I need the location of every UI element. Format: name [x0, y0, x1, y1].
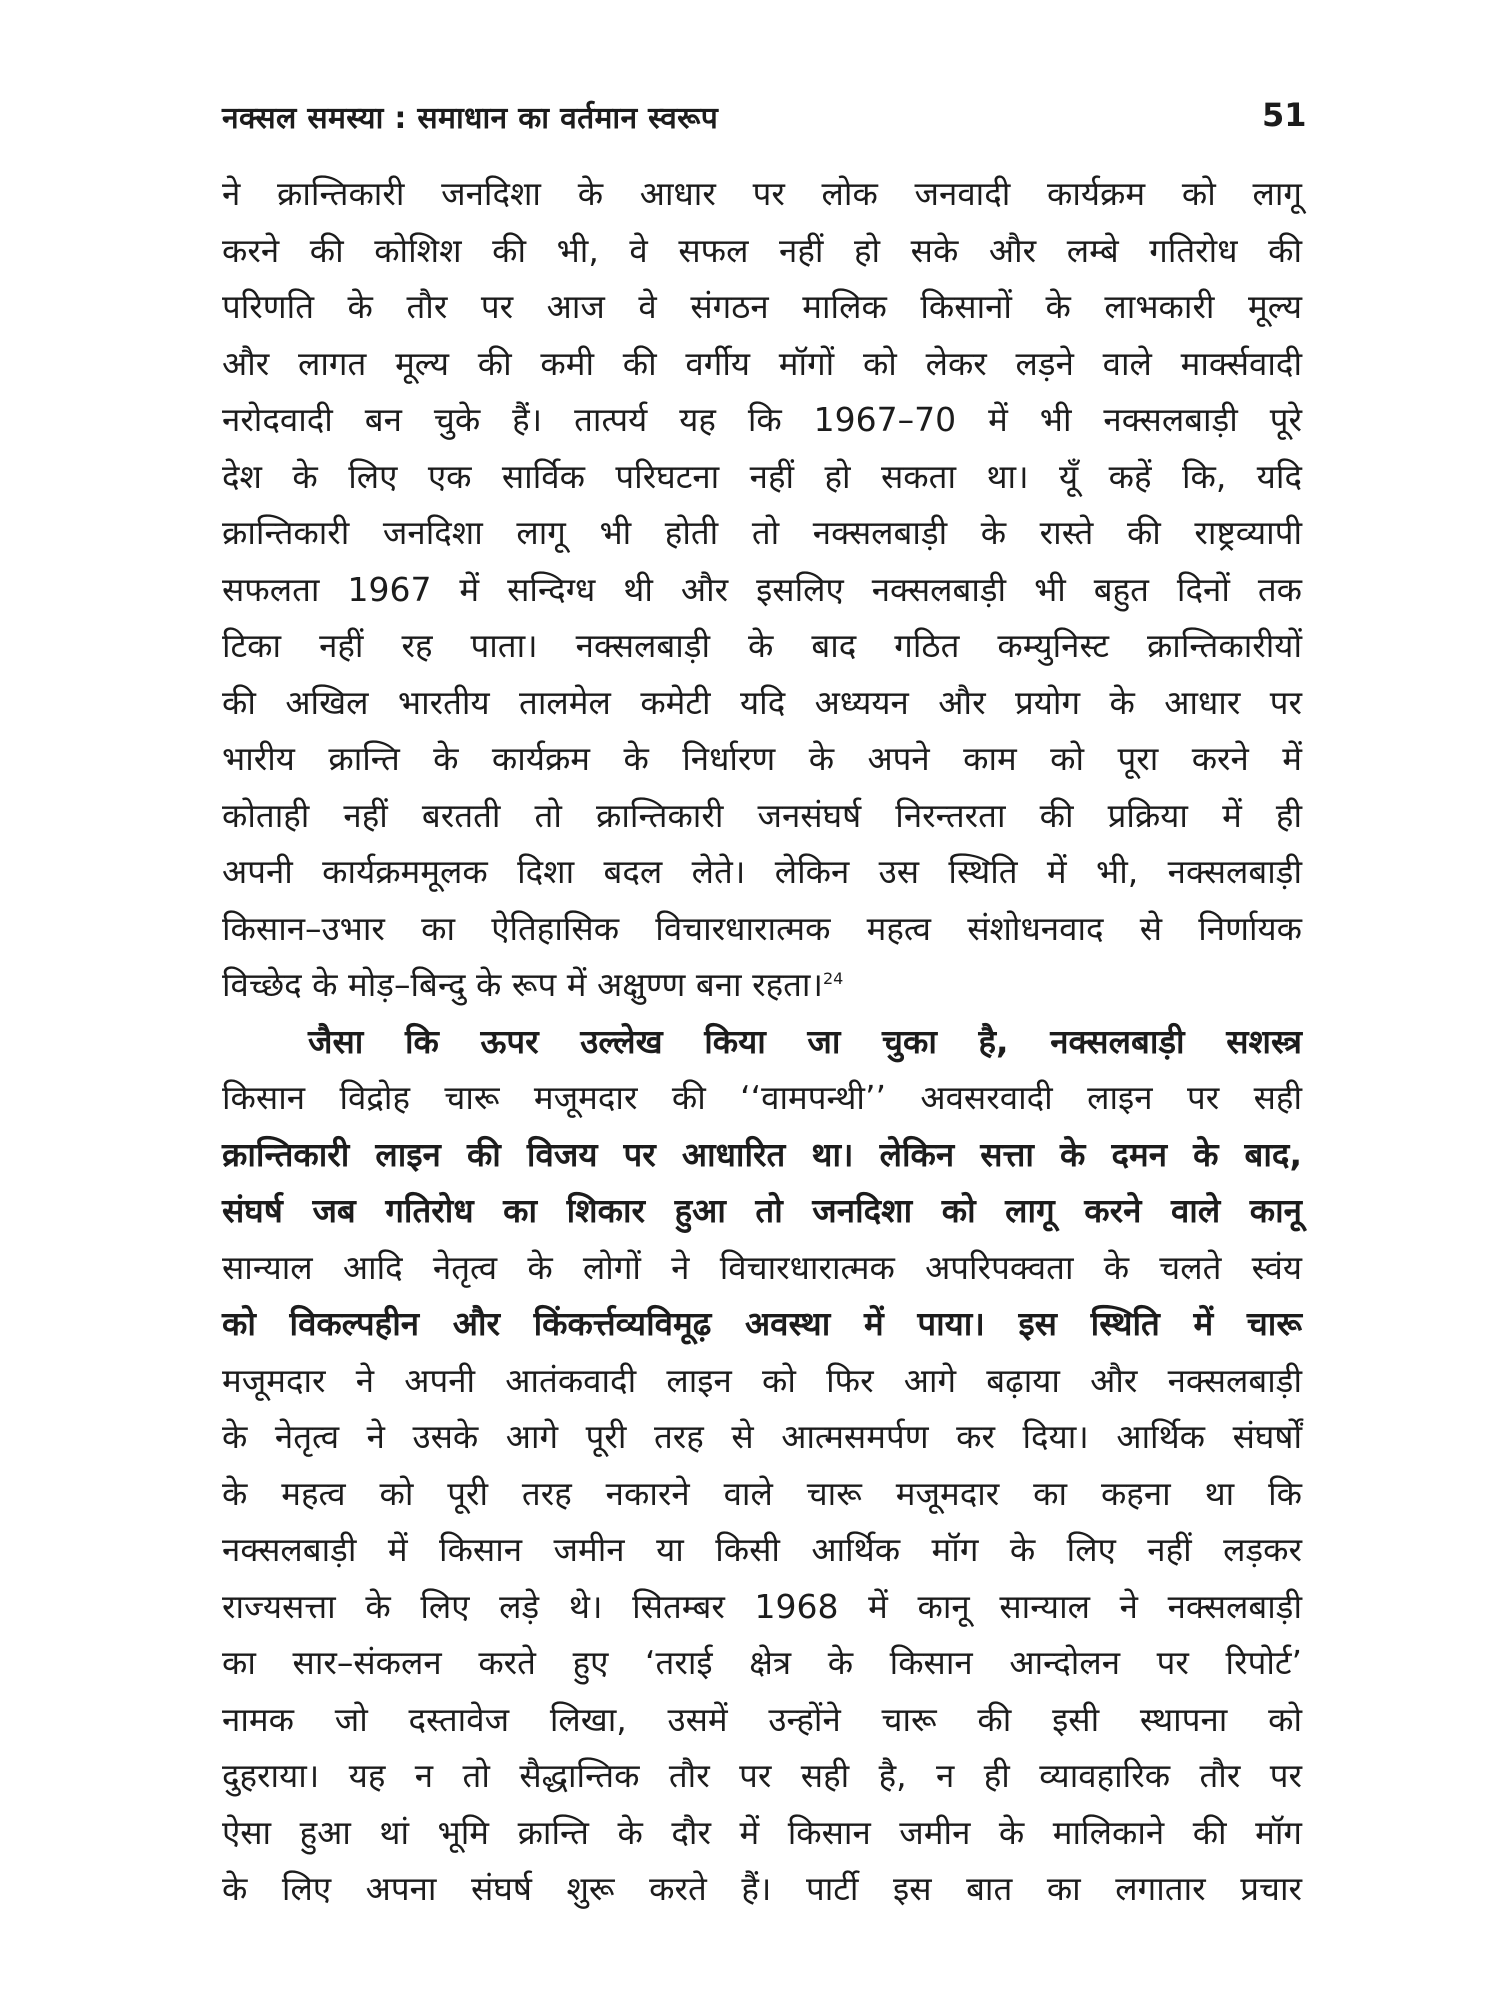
- page-number: 51: [1262, 96, 1307, 134]
- paragraph: [222, 166, 1302, 1014]
- text-line: क्रान्तिकारी जनदिशा लागू भी होती तो नक्सलबाड़ी के रास्ते की राष्ट्रव्यापी: [222, 513, 1302, 552]
- running-title: नक्सल समस्या : समाधान का वर्तमान स्वरूप: [222, 101, 719, 136]
- text-line: मजूमदार ने अपनी आतंकवादी लाइन को फिर आगे बढ़ाया और नक्सलबाड़ी: [222, 1360, 1302, 1400]
- text-line: किसान विद्रोह चारू मजूमदार की ‘‘वामपन्थी’’ अवसरवादी लाइन पर सही: [222, 1078, 1302, 1117]
- text-line: नरोदवादी बन चुके हैं। तात्पर्य यह कि 1967–70 में भी नक्सलबाड़ी पूरे: [222, 400, 1302, 439]
- paragraph: [222, 1014, 1302, 1918]
- text-line: अपनी कार्यक्रममूलक दिशा बदल लेते। लेकिन उस स्थिति में भी, नक्सलबाड़ी: [222, 852, 1302, 891]
- text-line: की अखिल भारतीय तालमेल कमेटी यदि अध्ययन और प्रयोग के आधार पर: [222, 682, 1302, 722]
- text-line: सफलता 1967 में सन्दिग्ध थी और इसलिए नक्सलबाड़ी भी बहुत दिनों तक: [222, 569, 1302, 609]
- text-line: सान्याल आदि नेतृत्व के लोगों ने विचारधारात्मक अपरिपक्वता के चलते स्वंय: [222, 1247, 1302, 1287]
- text-line: जैसा कि ऊपर उल्लेख किया जा चुका है, नक्सलबाड़ी सशस्त्र: [308, 1021, 1302, 1061]
- text-line: किसान–उभार का ऐतिहासिक विचारधारात्मक महत्व संशोधनवाद से निर्णायक: [222, 908, 1302, 948]
- text-line: [222, 957, 1302, 1014]
- text-line: का सार–संकलन करते हुए ‘तराई क्षेत्र के किसान आन्दोलन पर रिपोर्ट’: [222, 1643, 1302, 1682]
- text-line-content: विच्छेद के मोड़–बिन्दु के रूप में अक्षुण्ण बना रहता।: [222, 965, 823, 1004]
- text-line: संघर्ष जब गतिरोध का शिकार हुआ तो जनदिशा को लागू करने वाले कानू: [222, 1191, 1302, 1230]
- body-text: [222, 166, 1302, 1918]
- text-line: राज्यसत्ता के लिए लड़े थे। सितम्बर 1968 में कानू सान्याल ने नक्सलबाड़ी: [222, 1586, 1302, 1626]
- text-line: कोताही नहीं बरतती तो क्रान्तिकारी जनसंघर्ष निरन्तरता की प्रक्रिया में ही: [222, 795, 1302, 835]
- text-line: ऐसा हुआ थां भूमि क्रान्ति के दौर में किसान जमीन के मालिकाने की मॉग: [222, 1812, 1302, 1852]
- text-line: के महत्व को पूरी तरह नकारने वाले चारू मजूमदार का कहना था कि: [222, 1473, 1302, 1513]
- text-line: नक्सलबाड़ी में किसान जमीन या किसी आर्थिक मॉग के लिए नहीं लड़कर: [222, 1530, 1302, 1569]
- text-line: देश के लिए एक सार्विक परिघटना नहीं हो सकता था। यूँ कहें कि, यदि: [222, 456, 1302, 496]
- text-line: करने की कोशिश की भी, वे सफल नहीं हो सके और लम्बे गतिरोध की: [222, 230, 1302, 270]
- text-line: ने क्रान्तिकारी जनदिशा के आधार पर लोक जनवादी कार्यक्रम को लागू: [222, 174, 1302, 213]
- footnote-reference: 24: [822, 969, 844, 988]
- text-line: के नेतृत्व ने उसके आगे पूरी तरह से आत्मसमर्पण कर दिया। आर्थिक संघर्षों: [222, 1417, 1302, 1456]
- text-line: परिणति के तौर पर आज वे संगठन मालिक किसानों के लाभकारी मूल्य: [222, 287, 1302, 326]
- text-line: दुहराया। यह न तो सैद्धान्तिक तौर पर सही है, न ही व्यावहारिक तौर पर: [222, 1756, 1302, 1795]
- text-line: नामक जो दस्तावेज लिखा, उसमें उन्होंने चारू की इसी स्थापना को: [222, 1699, 1302, 1739]
- text-line: भारीय क्रान्ति के कार्यक्रम के निर्धारण के अपने काम को पूरा करने में: [222, 739, 1302, 778]
- text-line: क्रान्तिकारी लाइन की विजय पर आधारित था। लेकिन सत्ता के दमन के बाद,: [222, 1134, 1302, 1174]
- text-line: टिका नहीं रह पाता। नक्सलबाड़ी के बाद गठित कम्युनिस्ट क्रान्तिकारीयों: [222, 626, 1302, 665]
- text-line: के लिए अपना संघर्ष शुरू करते हैं। पार्टी इस बात का लगातार प्रचार: [222, 1869, 1302, 1908]
- text-line: को विकल्पहीन और किंकर्त्तव्यविमूढ़ अवस्था में पाया। इस स्थिति में चारू: [222, 1304, 1302, 1343]
- text-line: और लागत मूल्य की कमी की वर्गीय मॉगों को लेकर लड़ने वाले मार्क्सवादी: [222, 343, 1302, 383]
